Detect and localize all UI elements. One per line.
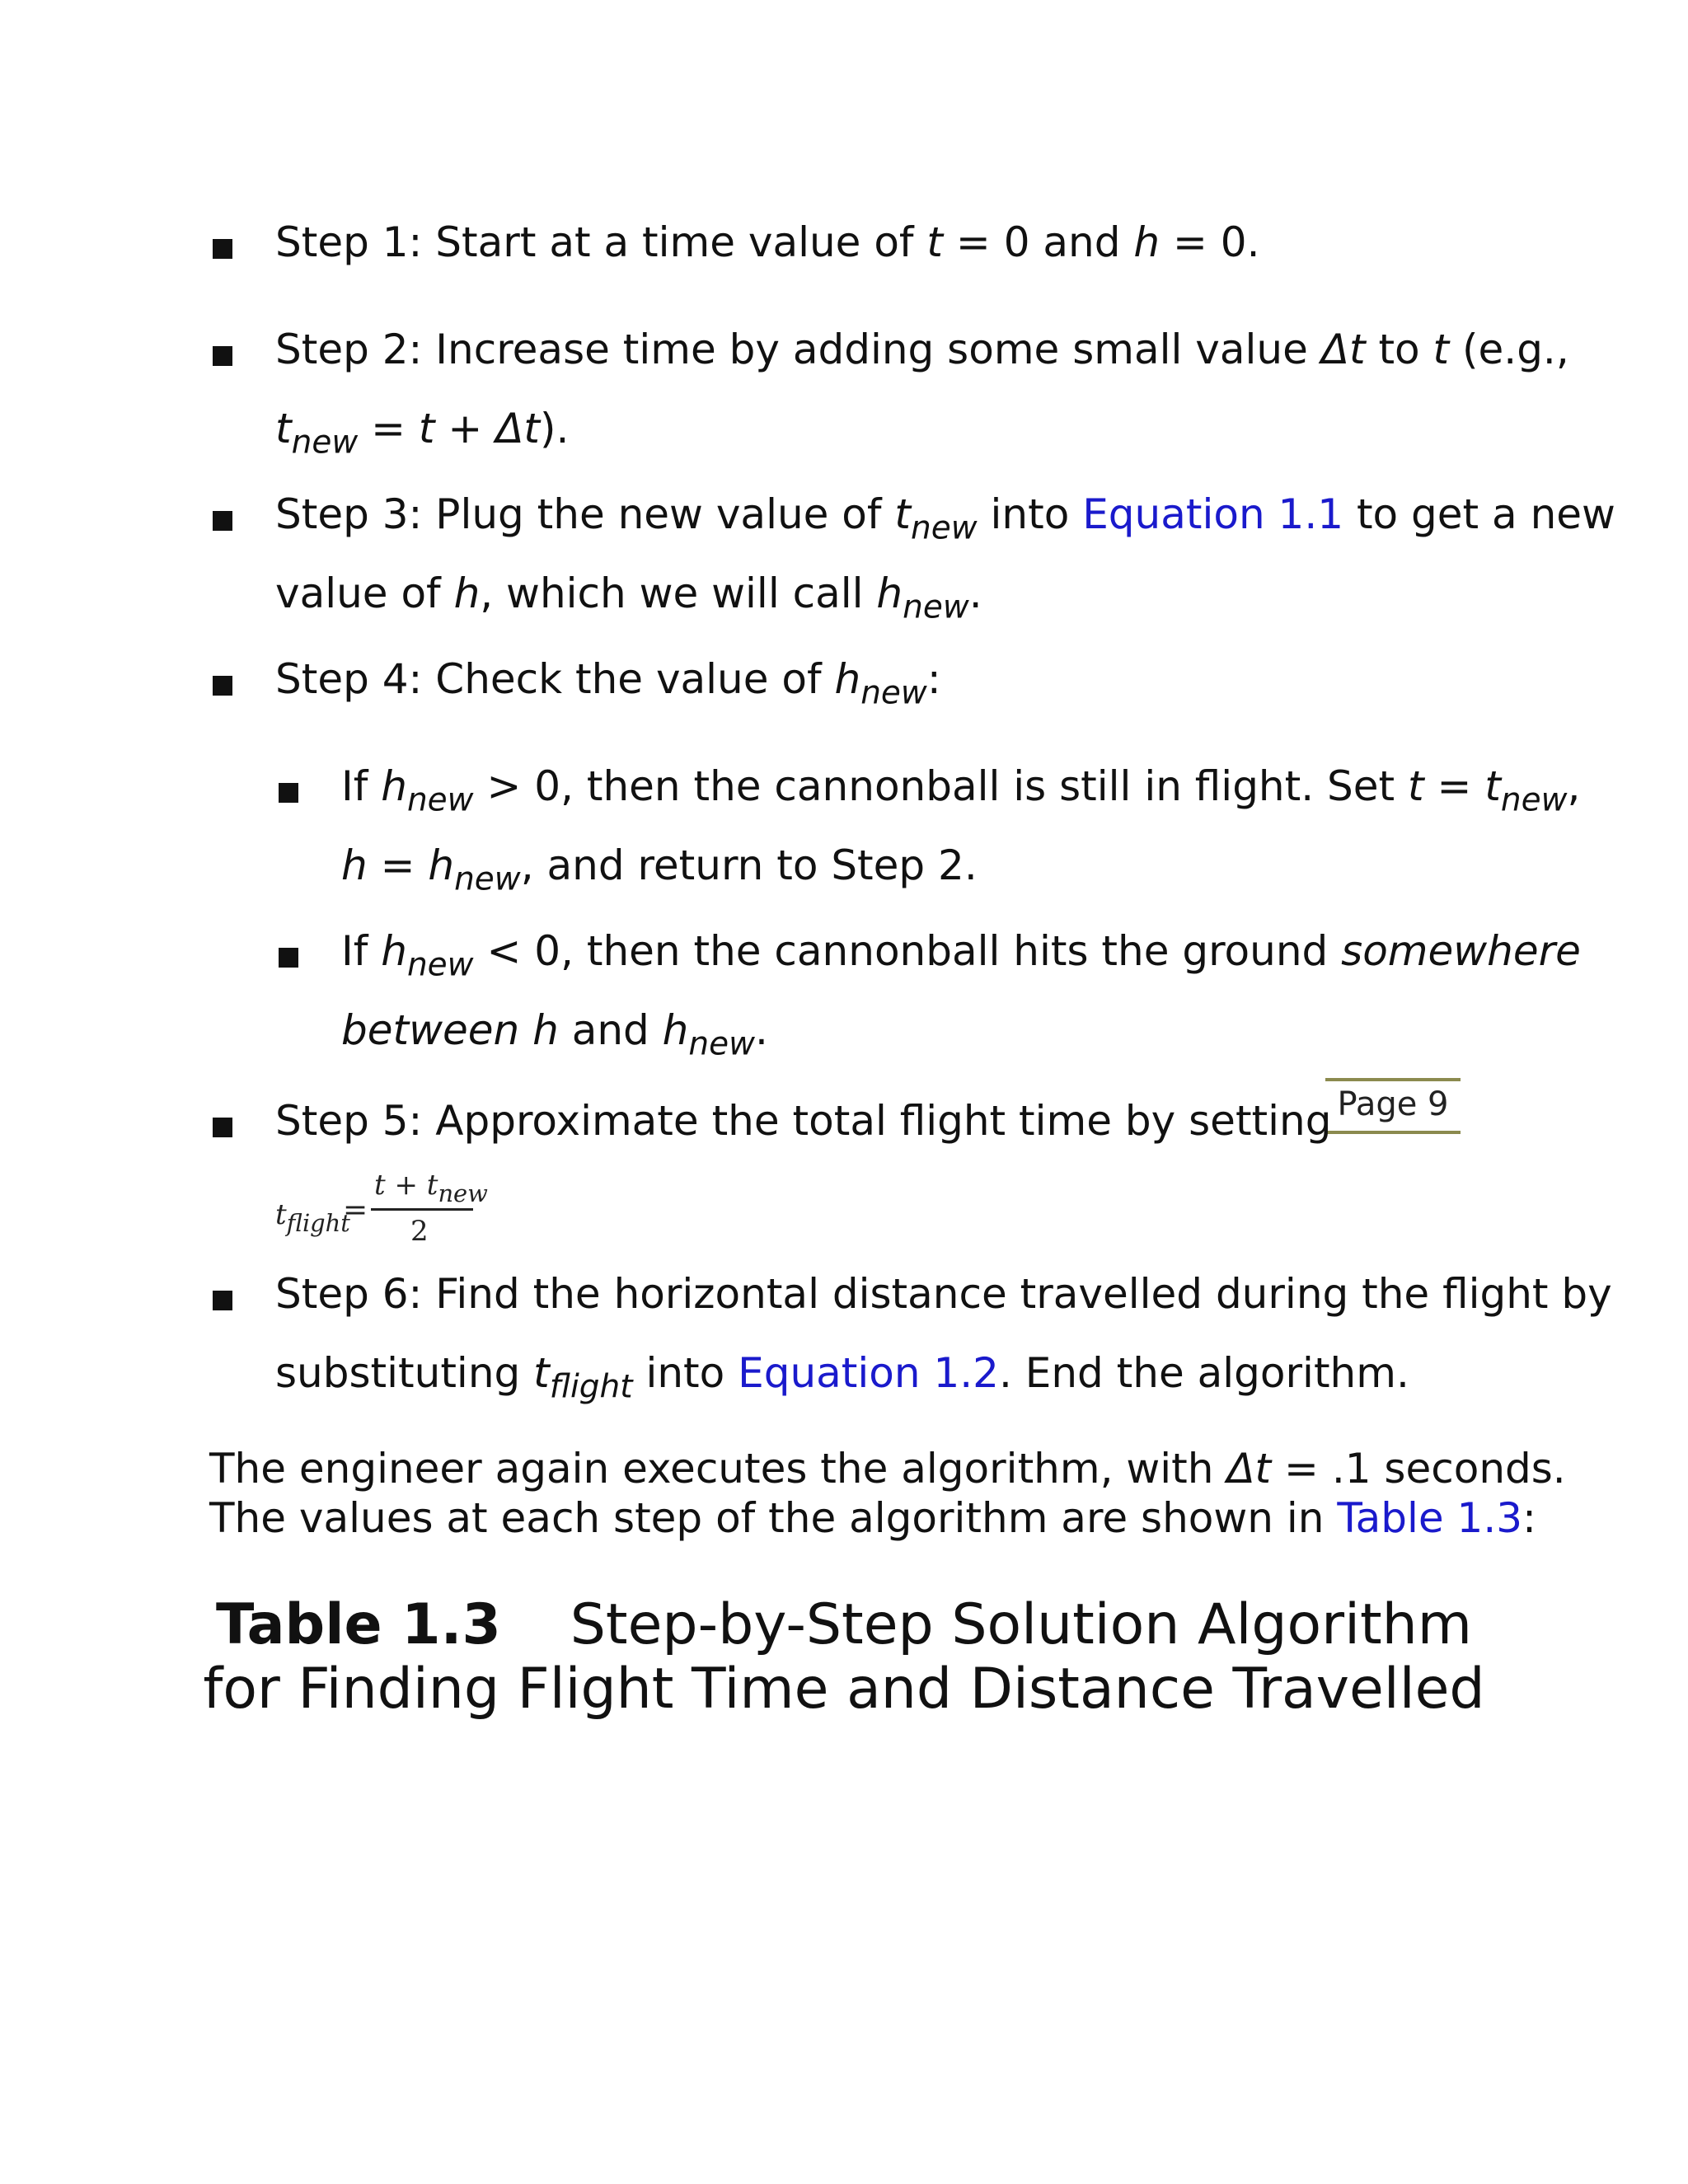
- bullet-icon: [213, 1291, 232, 1310]
- step-2-line-2: [275, 404, 570, 462]
- var-delta-t: Δt: [1226, 1445, 1272, 1493]
- var-t: t: [1408, 762, 1424, 810]
- step-6-text-c: . End the algorithm.: [998, 1349, 1409, 1397]
- bullet-icon: [279, 783, 298, 803]
- equation-1-1-link[interactable]: Equation 1.1: [1082, 490, 1344, 538]
- table-caption-label: Table 1.3: [216, 1592, 501, 1657]
- var-t: t: [894, 490, 912, 538]
- subscript-new: new: [1500, 781, 1568, 819]
- step-3-text-b: into: [977, 490, 1083, 538]
- step-4a-text-b: , and return to Step 2.: [520, 841, 978, 889]
- var-h: h: [381, 927, 407, 975]
- step-4b-text: < 0, then the cannonball hits the ground: [473, 927, 1342, 975]
- subscript-new: new: [438, 1179, 488, 1208]
- step-1-text-c: = 0.: [1160, 218, 1260, 266]
- bullet-icon: [213, 346, 232, 366]
- formula-numerator: [374, 1169, 488, 1208]
- step-6-text-b: substituting: [275, 1349, 534, 1397]
- var-h: h: [428, 841, 455, 889]
- step-2-text-b: to: [1365, 326, 1433, 373]
- into-text: into: [632, 1349, 738, 1397]
- var-t: t: [275, 1198, 287, 1231]
- step-4-sub-b: [341, 926, 1581, 984]
- flight-time-formula: [275, 1169, 490, 1259]
- colon: :: [926, 655, 941, 703]
- var-h: h: [453, 569, 481, 617]
- paragraph-text-b: = .1 seconds.: [1271, 1445, 1566, 1493]
- step-3-text-d: value of: [275, 569, 454, 617]
- period: .: [968, 569, 982, 617]
- var-t: t: [374, 1169, 386, 1202]
- body-paragraph-line-2: [209, 1493, 1536, 1543]
- step-1: [275, 218, 1259, 267]
- equals-sign: =: [358, 405, 419, 452]
- step-3-text: Step 3: Plug the new value of: [275, 490, 895, 538]
- var-h: h: [1133, 218, 1160, 266]
- emphasis-somewhere: somewhere: [1341, 927, 1581, 975]
- var-t: t: [1432, 326, 1450, 373]
- colon: :: [1522, 1494, 1536, 1542]
- step-4-sub-a-line-2: [341, 841, 978, 898]
- var-t: t: [275, 405, 292, 452]
- table-caption-title: Step-by-Step Solution Algorithm: [570, 1592, 1472, 1657]
- var-t: t: [533, 1349, 550, 1397]
- subscript-new: new: [454, 860, 521, 898]
- if-text: If: [341, 927, 382, 975]
- step-5: [275, 1096, 1331, 1146]
- subscript-flight: flight: [286, 1209, 350, 1238]
- period: .: [754, 1006, 768, 1054]
- step-4-text: Step 4: Check the value of: [275, 655, 835, 703]
- and-text: and: [558, 1006, 663, 1054]
- var-delta-t: Δt: [495, 405, 541, 452]
- var-t: t: [926, 218, 944, 266]
- step-2: [275, 325, 1569, 374]
- emphasis-between: between: [341, 1006, 533, 1054]
- var-t: t: [1484, 762, 1501, 810]
- equals-sign: =: [1423, 762, 1485, 810]
- var-h: h: [381, 762, 407, 810]
- step-4a-text: > 0, then the cannonball is still in flight. Set: [473, 762, 1409, 810]
- subscript-new: new: [406, 781, 474, 819]
- step-3-text-e: , which we will call: [480, 569, 877, 617]
- step-2-text: Step 2: Increase time by adding some small value: [275, 326, 1321, 373]
- bullet-icon: [213, 676, 232, 696]
- subscript-new: new: [291, 424, 359, 462]
- step-3-line-2: [275, 569, 982, 626]
- step-4-sub-b-line-2: [341, 1005, 768, 1063]
- table-caption-line-2: [0, 1658, 1688, 1721]
- step-6-text: Step 6: Find the horizontal distance travelled during the flight by: [275, 1270, 1612, 1318]
- formula-lhs: [275, 1198, 350, 1238]
- paragraph-text-c: The values at each step of the algorithm are shown in: [209, 1494, 1338, 1542]
- table-1-3-link[interactable]: Table 1.3: [1337, 1494, 1523, 1542]
- page-number-label: Page 9: [1325, 1078, 1461, 1134]
- var-h: h: [532, 1006, 559, 1054]
- equals-sign: =: [343, 1193, 368, 1227]
- body-paragraph-line-1: [209, 1444, 1566, 1493]
- equals-sign: =: [367, 841, 429, 889]
- var-t: t: [418, 405, 435, 452]
- plus-sign: +: [385, 1169, 427, 1202]
- step-6-line-2: [275, 1348, 1409, 1406]
- if-text: If: [341, 762, 382, 810]
- paragraph-text: The engineer again executes the algorithm, with: [209, 1445, 1227, 1493]
- var-h: h: [834, 655, 861, 703]
- var-h: h: [662, 1006, 689, 1054]
- table-caption-title-2: for Finding Flight Time and Distance Travelled: [203, 1657, 1485, 1722]
- subscript-new: new: [406, 946, 474, 984]
- bullet-icon: [213, 239, 232, 259]
- step-1-text: Step 1: Start at a time value of: [275, 218, 927, 266]
- subscript-new: new: [860, 674, 927, 712]
- var-h: h: [341, 841, 368, 889]
- subscript-new: new: [903, 588, 969, 626]
- step-5-text: Step 5: Approximate the total flight time by setting: [275, 1097, 1332, 1145]
- step-3-text-c: to get a new: [1343, 490, 1615, 538]
- step-1-text-b: = 0 and: [943, 218, 1134, 266]
- step-4-sub-a: [341, 762, 1581, 819]
- step-2-text-c: (e.g.,: [1449, 326, 1569, 373]
- equation-1-2-link[interactable]: Equation 1.2: [738, 1349, 999, 1397]
- comma: ,: [1567, 762, 1581, 810]
- var-delta-t: Δt: [1320, 326, 1366, 373]
- bullet-icon: [279, 948, 298, 968]
- bullet-icon: [213, 511, 232, 531]
- var-t: t: [426, 1169, 438, 1202]
- subscript-new: new: [688, 1025, 755, 1063]
- subscript-new: new: [911, 509, 978, 547]
- step-3: [275, 490, 1615, 547]
- formula-denominator: 2: [410, 1215, 429, 1248]
- close-paren: ).: [540, 405, 570, 452]
- subscript-flight: flight: [549, 1368, 633, 1406]
- bullet-icon: [213, 1118, 232, 1137]
- plus-sign: +: [434, 405, 496, 452]
- table-caption-line-1: [0, 1594, 1688, 1657]
- step-4: [275, 654, 941, 712]
- var-h: h: [876, 569, 903, 617]
- step-6: [275, 1269, 1612, 1319]
- fraction-bar: [371, 1208, 473, 1211]
